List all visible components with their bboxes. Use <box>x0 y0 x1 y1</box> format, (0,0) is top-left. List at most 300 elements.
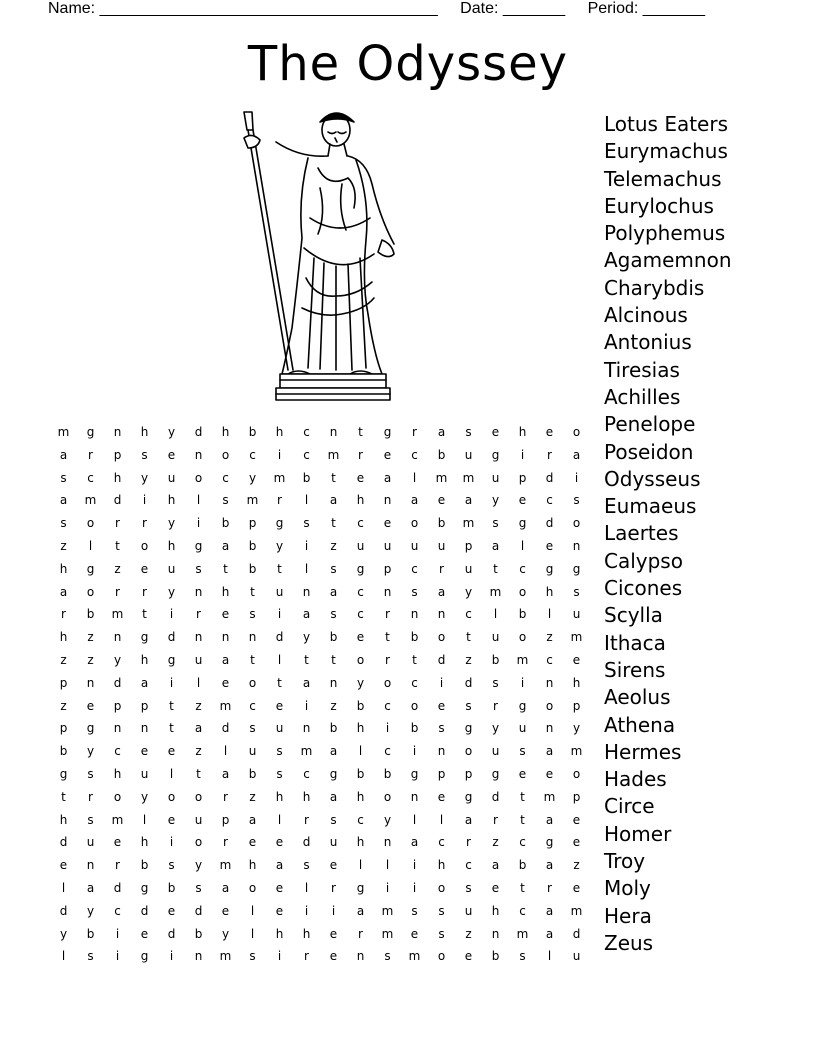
grid-letter[interactable]: t <box>493 561 498 576</box>
grid-letter[interactable]: m <box>111 607 124 622</box>
grid-letter[interactable]: e <box>383 516 392 531</box>
grid-letter[interactable]: a <box>410 835 419 850</box>
grid-letter[interactable]: n <box>194 630 203 645</box>
grid-letter[interactable]: d <box>194 903 203 918</box>
grid-letter[interactable]: i <box>439 675 444 690</box>
grid-letter[interactable]: e <box>356 630 365 645</box>
grid-letter[interactable]: u <box>140 766 149 781</box>
grid-letter[interactable]: p <box>572 698 581 713</box>
grid-letter[interactable]: e <box>437 698 446 713</box>
grid-letter[interactable]: z <box>492 835 499 850</box>
grid-letter[interactable]: i <box>277 949 282 964</box>
grid-letter[interactable]: s <box>519 949 526 964</box>
grid-letter[interactable]: g <box>59 766 68 781</box>
grid-letter[interactable]: s <box>573 584 580 599</box>
grid-letter[interactable]: t <box>223 561 228 576</box>
grid-letter[interactable]: d <box>167 630 176 645</box>
grid-letter[interactable]: y <box>140 470 149 485</box>
grid-letter[interactable]: l <box>88 538 93 553</box>
grid-letter[interactable]: i <box>385 880 390 895</box>
grid-letter[interactable]: c <box>303 447 310 462</box>
grid-letter[interactable]: c <box>411 447 418 462</box>
grid-letter[interactable]: m <box>462 470 475 485</box>
grid-letter[interactable]: i <box>412 744 417 759</box>
grid-letter[interactable]: h <box>545 584 554 599</box>
grid-letter[interactable]: e <box>275 698 284 713</box>
grid-letter[interactable]: h <box>221 425 230 439</box>
grid-letter[interactable]: c <box>114 903 121 918</box>
grid-letter[interactable]: i <box>277 607 282 622</box>
grid-letter[interactable]: e <box>572 652 581 667</box>
grid-letter[interactable]: n <box>383 493 392 508</box>
grid-letter[interactable]: c <box>411 675 418 690</box>
grid-letter[interactable]: z <box>546 630 553 645</box>
grid-letter[interactable]: z <box>60 698 67 713</box>
grid-letter[interactable]: b <box>248 766 257 781</box>
grid-letter[interactable]: h <box>140 835 149 850</box>
grid-letter[interactable]: h <box>356 721 365 736</box>
grid-letter[interactable]: b <box>194 926 203 941</box>
grid-letter[interactable]: i <box>520 675 525 690</box>
grid-letter[interactable]: b <box>59 744 68 759</box>
grid-letter[interactable]: m <box>219 949 232 964</box>
grid-letter[interactable]: a <box>86 880 95 895</box>
grid-letter[interactable]: y <box>383 812 392 827</box>
grid-letter[interactable]: e <box>545 425 554 439</box>
grid-letter[interactable]: b <box>86 607 95 622</box>
grid-letter[interactable]: m <box>543 789 556 804</box>
grid-letter[interactable]: g <box>518 516 527 531</box>
grid-letter[interactable]: b <box>140 858 149 873</box>
grid-letter[interactable]: n <box>545 721 554 736</box>
grid-letter[interactable]: r <box>142 516 147 531</box>
grid-letter[interactable]: m <box>57 425 70 439</box>
grid-letter[interactable]: c <box>303 425 310 439</box>
grid-letter[interactable]: o <box>383 675 392 690</box>
grid-letter[interactable]: p <box>113 698 122 713</box>
grid-letter[interactable]: o <box>356 652 365 667</box>
grid-letter[interactable]: g <box>491 766 500 781</box>
grid-letter[interactable]: e <box>383 447 392 462</box>
grid-letter[interactable]: b <box>329 721 338 736</box>
grid-letter[interactable]: e <box>572 880 581 895</box>
grid-letter[interactable]: n <box>437 744 446 759</box>
grid-letter[interactable]: y <box>140 789 149 804</box>
grid-letter[interactable]: a <box>356 903 365 918</box>
grid-letter[interactable]: a <box>329 789 338 804</box>
grid-letter[interactable]: a <box>59 493 68 508</box>
grid-letter[interactable]: y <box>86 744 95 759</box>
grid-letter[interactable]: r <box>385 607 390 622</box>
grid-letter[interactable]: s <box>276 766 283 781</box>
grid-letter[interactable]: n <box>113 630 122 645</box>
grid-letter[interactable]: b <box>491 652 500 667</box>
grid-letter[interactable]: t <box>142 607 147 622</box>
grid-letter[interactable]: z <box>87 652 94 667</box>
grid-letter[interactable]: l <box>439 812 444 827</box>
grid-letter[interactable]: s <box>573 493 580 508</box>
grid-letter[interactable]: a <box>545 903 554 918</box>
grid-letter[interactable]: t <box>304 652 309 667</box>
grid-letter[interactable]: u <box>572 607 581 622</box>
grid-letter[interactable]: t <box>331 652 336 667</box>
grid-letter[interactable]: z <box>465 652 472 667</box>
grid-letter[interactable]: a <box>491 858 500 873</box>
grid-letter[interactable]: c <box>438 835 445 850</box>
grid-letter[interactable]: a <box>545 744 554 759</box>
grid-letter[interactable]: r <box>115 584 120 599</box>
grid-letter[interactable]: t <box>169 721 174 736</box>
grid-letter[interactable]: t <box>250 584 255 599</box>
grid-letter[interactable]: d <box>194 425 203 439</box>
grid-letter[interactable]: d <box>491 789 500 804</box>
grid-letter[interactable]: i <box>277 447 282 462</box>
grid-letter[interactable]: r <box>115 858 120 873</box>
grid-letter[interactable]: i <box>115 949 120 964</box>
grid-letter[interactable]: s <box>492 675 499 690</box>
grid-letter[interactable]: e <box>167 812 176 827</box>
grid-letter[interactable]: m <box>435 470 448 485</box>
grid-letter[interactable]: g <box>356 561 365 576</box>
grid-letter[interactable]: b <box>221 516 230 531</box>
grid-letter[interactable]: c <box>384 744 391 759</box>
grid-letter[interactable]: z <box>114 561 121 576</box>
grid-letter[interactable]: h <box>167 493 176 508</box>
grid-letter[interactable]: g <box>329 766 338 781</box>
grid-letter[interactable]: r <box>88 789 93 804</box>
grid-letter[interactable]: n <box>329 675 338 690</box>
grid-letter[interactable]: m <box>489 584 502 599</box>
grid-letter[interactable]: b <box>248 425 257 439</box>
grid-letter[interactable]: u <box>248 744 257 759</box>
grid-letter[interactable]: h <box>221 584 230 599</box>
grid-letter[interactable]: c <box>357 812 364 827</box>
grid-letter[interactable]: a <box>437 425 446 439</box>
grid-letter[interactable]: u <box>86 835 95 850</box>
grid-letter[interactable]: e <box>167 903 176 918</box>
grid-letter[interactable]: o <box>194 789 203 804</box>
grid-letter[interactable]: l <box>304 561 309 576</box>
grid-letter[interactable]: l <box>358 858 363 873</box>
grid-letter[interactable]: m <box>300 744 313 759</box>
grid-letter[interactable]: y <box>167 516 176 531</box>
grid-letter[interactable]: l <box>223 744 228 759</box>
grid-letter[interactable]: m <box>246 493 259 508</box>
grid-letter[interactable]: s <box>438 903 445 918</box>
grid-letter[interactable]: a <box>221 652 230 667</box>
grid-letter[interactable]: e <box>491 880 500 895</box>
grid-letter[interactable]: i <box>115 926 120 941</box>
grid-letter[interactable]: e <box>167 447 176 462</box>
grid-letter[interactable]: g <box>275 516 284 531</box>
grid-letter[interactable]: u <box>275 721 284 736</box>
grid-letter[interactable]: e <box>518 766 527 781</box>
grid-letter[interactable]: i <box>304 538 309 553</box>
grid-letter[interactable]: u <box>356 538 365 553</box>
grid-letter[interactable]: s <box>330 812 337 827</box>
grid-letter[interactable]: r <box>385 652 390 667</box>
grid-letter[interactable]: h <box>140 652 149 667</box>
grid-letter[interactable]: g <box>545 835 554 850</box>
grid-letter[interactable]: o <box>545 698 554 713</box>
grid-letter[interactable]: r <box>277 493 282 508</box>
grid-letter[interactable]: g <box>518 698 527 713</box>
grid-letter[interactable]: s <box>87 766 94 781</box>
grid-letter[interactable]: h <box>140 425 149 439</box>
grid-letter[interactable]: t <box>277 675 282 690</box>
grid-letter[interactable]: m <box>84 493 97 508</box>
grid-letter[interactable]: c <box>357 607 364 622</box>
grid-letter[interactable]: y <box>86 903 95 918</box>
grid-letter[interactable]: u <box>491 630 500 645</box>
grid-letter[interactable]: c <box>411 561 418 576</box>
grid-letter[interactable]: d <box>113 675 122 690</box>
grid-letter[interactable]: m <box>327 447 340 462</box>
grid-letter[interactable]: n <box>86 675 95 690</box>
grid-letter[interactable]: u <box>410 538 419 553</box>
grid-letter[interactable]: h <box>437 858 446 873</box>
grid-letter[interactable]: b <box>302 470 311 485</box>
grid-letter[interactable]: e <box>356 470 365 485</box>
grid-letter[interactable]: o <box>248 675 257 690</box>
grid-letter[interactable]: l <box>169 766 174 781</box>
grid-letter[interactable]: s <box>195 880 202 895</box>
grid-letter[interactable]: r <box>304 949 309 964</box>
grid-letter[interactable]: c <box>465 858 472 873</box>
grid-letter[interactable]: l <box>250 926 255 941</box>
grid-letter[interactable]: e <box>248 835 257 850</box>
grid-letter[interactable]: g <box>86 561 95 576</box>
grid-letter[interactable]: c <box>546 652 553 667</box>
grid-letter[interactable]: e <box>140 744 149 759</box>
grid-letter[interactable]: b <box>86 926 95 941</box>
grid-letter[interactable]: s <box>195 561 202 576</box>
grid-letter[interactable]: c <box>249 698 256 713</box>
grid-letter[interactable]: e <box>572 812 581 827</box>
grid-letter[interactable]: h <box>356 493 365 508</box>
grid-letter[interactable]: o <box>410 516 419 531</box>
grid-letter[interactable]: n <box>248 630 257 645</box>
grid-letter[interactable]: s <box>330 561 337 576</box>
grid-letter[interactable]: n <box>140 721 149 736</box>
grid-letter[interactable]: n <box>329 425 338 439</box>
grid-letter[interactable]: u <box>275 584 284 599</box>
grid-letter[interactable]: r <box>115 516 120 531</box>
grid-letter[interactable]: n <box>221 630 230 645</box>
grid-letter[interactable]: o <box>437 880 446 895</box>
grid-letter[interactable]: u <box>464 447 473 462</box>
grid-letter[interactable]: b <box>410 630 419 645</box>
grid-letter[interactable]: o <box>167 789 176 804</box>
grid-letter[interactable]: g <box>86 425 95 439</box>
grid-letter[interactable]: g <box>572 561 581 576</box>
grid-letter[interactable]: g <box>464 721 473 736</box>
grid-letter[interactable]: p <box>140 698 149 713</box>
grid-letter[interactable]: b <box>383 766 392 781</box>
grid-letter[interactable]: z <box>330 538 337 553</box>
grid-letter[interactable]: l <box>196 493 201 508</box>
grid-letter[interactable]: t <box>520 789 525 804</box>
grid-letter[interactable]: t <box>466 630 471 645</box>
grid-letter[interactable]: c <box>519 903 526 918</box>
grid-letter[interactable]: e <box>329 858 338 873</box>
grid-letter[interactable]: e <box>491 425 500 439</box>
grid-letter[interactable]: i <box>385 721 390 736</box>
grid-letter[interactable]: p <box>464 538 473 553</box>
grid-letter[interactable]: a <box>329 744 338 759</box>
grid-letter[interactable]: i <box>196 516 201 531</box>
grid-letter[interactable]: m <box>381 926 394 941</box>
grid-letter[interactable]: a <box>221 538 230 553</box>
grid-letter[interactable]: s <box>438 926 445 941</box>
grid-letter[interactable]: h <box>59 812 68 827</box>
grid-letter[interactable]: g <box>410 766 419 781</box>
grid-letter[interactable]: z <box>195 744 202 759</box>
grid-letter[interactable]: s <box>492 516 499 531</box>
grid-letter[interactable]: y <box>113 652 122 667</box>
grid-letter[interactable]: t <box>196 766 201 781</box>
grid-letter[interactable]: l <box>304 880 309 895</box>
grid-letter[interactable]: i <box>169 675 174 690</box>
grid-letter[interactable]: d <box>221 721 230 736</box>
grid-letter[interactable]: t <box>331 516 336 531</box>
grid-letter[interactable]: t <box>331 470 336 485</box>
grid-letter[interactable]: a <box>437 584 446 599</box>
grid-letter[interactable]: n <box>410 607 419 622</box>
grid-letter[interactable]: n <box>437 607 446 622</box>
grid-letter[interactable]: g <box>356 880 365 895</box>
grid-letter[interactable]: n <box>113 425 122 439</box>
grid-letter[interactable]: i <box>520 447 525 462</box>
grid-letter[interactable]: p <box>248 516 257 531</box>
grid-letter[interactable]: e <box>545 538 554 553</box>
grid-letter[interactable]: d <box>113 880 122 895</box>
grid-letter[interactable]: r <box>304 812 309 827</box>
grid-letter[interactable]: p <box>518 470 527 485</box>
grid-letter[interactable]: u <box>491 470 500 485</box>
grid-letter[interactable]: a <box>248 812 257 827</box>
grid-letter[interactable]: r <box>466 835 471 850</box>
grid-letter[interactable]: p <box>59 675 68 690</box>
grid-letter[interactable]: a <box>329 584 338 599</box>
grid-letter[interactable]: b <box>437 516 446 531</box>
grid-letter[interactable]: u <box>383 538 392 553</box>
grid-letter[interactable]: d <box>59 835 68 850</box>
grid-letter[interactable]: n <box>194 584 203 599</box>
grid-letter[interactable]: s <box>411 903 418 918</box>
grid-letter[interactable]: c <box>249 447 256 462</box>
grid-letter[interactable]: z <box>87 630 94 645</box>
grid-letter[interactable]: y <box>59 926 68 941</box>
grid-letter[interactable]: a <box>221 766 230 781</box>
grid-letter[interactable]: a <box>329 493 338 508</box>
grid-letter[interactable]: c <box>465 607 472 622</box>
grid-letter[interactable]: g <box>140 630 149 645</box>
grid-letter[interactable]: t <box>358 425 363 439</box>
grid-letter[interactable]: m <box>516 926 529 941</box>
grid-letter[interactable]: l <box>358 744 363 759</box>
grid-letter[interactable]: n <box>302 721 311 736</box>
grid-letter[interactable]: a <box>383 470 392 485</box>
word-search-grid[interactable] <box>50 421 590 968</box>
grid-letter[interactable]: e <box>221 675 230 690</box>
grid-letter[interactable]: t <box>412 652 417 667</box>
grid-letter[interactable]: l <box>61 880 66 895</box>
grid-letter[interactable]: s <box>249 949 256 964</box>
grid-letter[interactable]: s <box>87 949 94 964</box>
grid-letter[interactable]: o <box>113 789 122 804</box>
grid-letter[interactable]: z <box>573 858 580 873</box>
grid-letter[interactable]: r <box>439 561 444 576</box>
grid-letter[interactable]: i <box>304 698 309 713</box>
grid-letter[interactable]: r <box>142 584 147 599</box>
grid-letter[interactable]: e <box>221 903 230 918</box>
grid-letter[interactable]: e <box>329 949 338 964</box>
grid-letter[interactable]: c <box>384 698 391 713</box>
grid-letter[interactable]: s <box>303 516 310 531</box>
grid-letter[interactable]: u <box>464 903 473 918</box>
grid-letter[interactable]: e <box>572 835 581 850</box>
grid-letter[interactable]: y <box>572 721 581 736</box>
grid-letter[interactable]: n <box>491 926 500 941</box>
grid-letter[interactable]: s <box>168 858 175 873</box>
grid-letter[interactable]: o <box>86 516 95 531</box>
grid-letter[interactable]: a <box>194 721 203 736</box>
grid-letter[interactable]: m <box>219 698 232 713</box>
grid-letter[interactable]: m <box>570 903 583 918</box>
grid-letter[interactable]: g <box>545 561 554 576</box>
grid-letter[interactable]: i <box>574 470 579 485</box>
grid-letter[interactable]: d <box>464 675 473 690</box>
grid-letter[interactable]: b <box>167 880 176 895</box>
grid-letter[interactable]: r <box>196 607 201 622</box>
grid-letter[interactable]: u <box>194 812 203 827</box>
grid-letter[interactable]: a <box>545 926 554 941</box>
grid-letter[interactable]: o <box>518 584 527 599</box>
grid-letter[interactable]: c <box>357 516 364 531</box>
grid-letter[interactable]: a <box>410 493 419 508</box>
grid-letter[interactable]: m <box>516 652 529 667</box>
grid-letter[interactable]: i <box>412 880 417 895</box>
grid-letter[interactable]: e <box>437 493 446 508</box>
grid-letter[interactable]: d <box>545 516 554 531</box>
grid-letter[interactable]: m <box>273 470 286 485</box>
grid-letter[interactable]: i <box>304 903 309 918</box>
grid-letter[interactable]: a <box>59 447 68 462</box>
grid-letter[interactable]: e <box>140 926 149 941</box>
grid-letter[interactable]: r <box>88 447 93 462</box>
grid-letter[interactable]: p <box>572 789 581 804</box>
grid-letter[interactable]: p <box>437 766 446 781</box>
grid-letter[interactable]: n <box>383 584 392 599</box>
grid-letter[interactable]: z <box>60 538 67 553</box>
grid-letter[interactable]: l <box>412 470 417 485</box>
grid-letter[interactable]: r <box>412 425 417 439</box>
grid-letter[interactable]: e <box>113 835 122 850</box>
grid-letter[interactable]: m <box>111 812 124 827</box>
grid-letter[interactable]: g <box>464 789 473 804</box>
grid-letter[interactable]: s <box>276 744 283 759</box>
grid-letter[interactable]: y <box>491 721 500 736</box>
grid-letter[interactable]: b <box>518 607 527 622</box>
grid-letter[interactable]: s <box>303 858 310 873</box>
grid-letter[interactable]: n <box>410 789 419 804</box>
grid-letter[interactable]: p <box>383 561 392 576</box>
grid-letter[interactable]: o <box>437 949 446 964</box>
grid-letter[interactable]: z <box>465 926 472 941</box>
grid-letter[interactable]: l <box>277 812 282 827</box>
grid-letter[interactable]: s <box>519 744 526 759</box>
